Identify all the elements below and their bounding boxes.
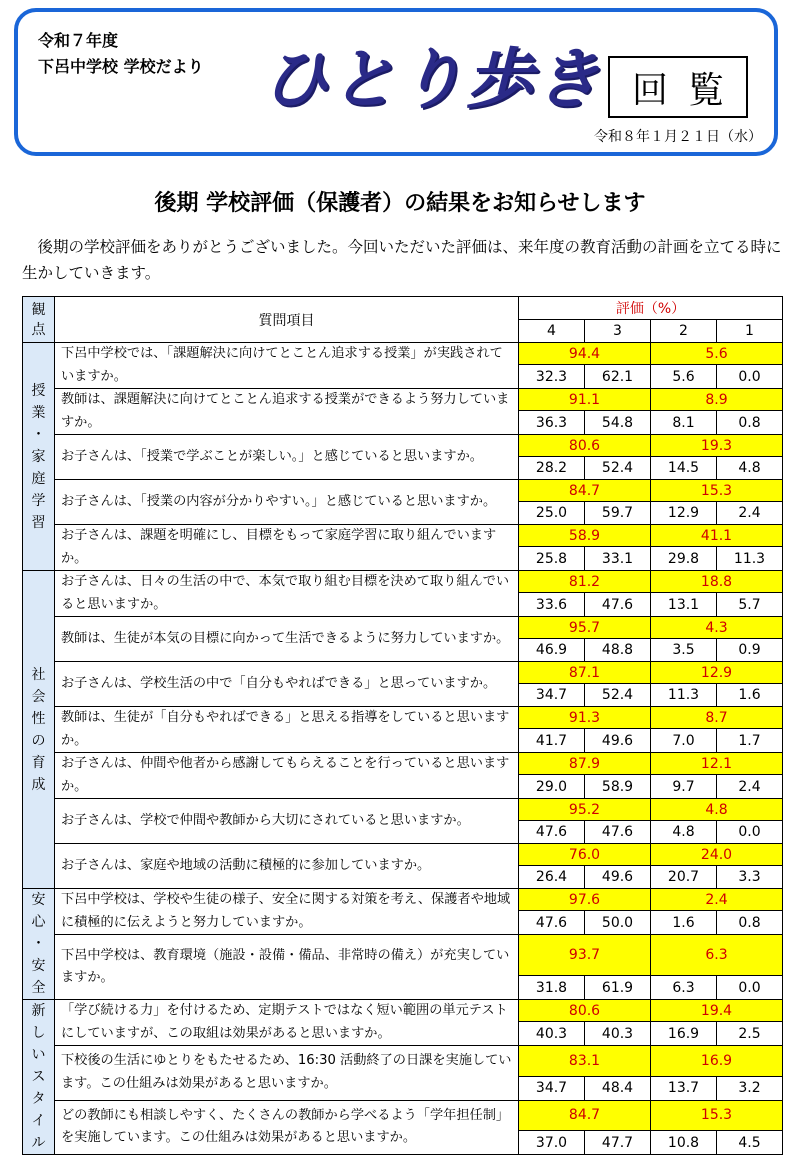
- score-4: 34.7: [519, 684, 585, 707]
- school-name: 下呂中学校 学校だより: [38, 57, 204, 76]
- positive-total: 91.1: [519, 389, 651, 411]
- score-1: 4.8: [717, 457, 783, 480]
- score-3: 62.1: [585, 365, 651, 389]
- score-4: 34.7: [519, 1076, 585, 1100]
- table-row: [23, 1100, 783, 1131]
- positive-total: 80.6: [519, 1000, 651, 1022]
- category-char: 新: [31, 1003, 46, 1019]
- score-2: 6.3: [651, 976, 717, 1000]
- score-2: 12.9: [651, 502, 717, 525]
- negative-total: 12.9: [651, 662, 783, 684]
- score-3: 59.7: [585, 502, 651, 525]
- negative-total: 41.1: [651, 525, 783, 547]
- category-char: 安: [31, 892, 46, 908]
- table-row: [23, 435, 783, 457]
- score-4: 36.3: [519, 411, 585, 435]
- positive-total: 97.6: [519, 889, 651, 911]
- score-4: 28.2: [519, 457, 585, 480]
- question-text: お子さんは、学校生活の中で「自分もやればできる」と思っていますか。: [55, 662, 519, 707]
- negative-total: 15.3: [651, 480, 783, 502]
- score-3: 49.6: [585, 866, 651, 889]
- positive-total: 81.2: [519, 571, 651, 593]
- era-year: 令和７年度: [38, 31, 119, 50]
- positive-total: 76.0: [519, 844, 651, 866]
- negative-total: 5.6: [651, 343, 783, 365]
- category-char: 性: [31, 710, 46, 727]
- score-2: 20.7: [651, 866, 717, 889]
- header-evaluation: 評価（%）: [519, 297, 783, 320]
- positive-total: 58.9: [519, 525, 651, 547]
- category-char: 習: [31, 514, 46, 531]
- circulation-label: 回覧: [631, 69, 744, 111]
- score-4: 32.3: [519, 365, 585, 389]
- category-char: ・: [31, 426, 46, 443]
- category-char: 会: [31, 688, 46, 705]
- score-3: 49.6: [585, 729, 651, 753]
- table-body: [23, 343, 783, 1155]
- table-row: [23, 707, 783, 729]
- positive-total: 87.1: [519, 662, 651, 684]
- negative-total: 6.3: [651, 935, 783, 976]
- newsletter-logo: [262, 32, 602, 126]
- score-1: 5.7: [717, 593, 783, 617]
- category-char: 社: [31, 666, 46, 683]
- score-1: 0.9: [717, 639, 783, 662]
- table-row: [23, 662, 783, 684]
- score-3: 47.7: [585, 1131, 651, 1155]
- negative-total: 18.8: [651, 571, 783, 593]
- circulation-stamp: [608, 56, 748, 118]
- score-4: 41.7: [519, 729, 585, 753]
- question-text: 下呂中学校は、教育環境（施設・設備・備品、非常時の備え）が充実していますか。: [55, 935, 519, 1000]
- category-char: 成: [31, 776, 46, 793]
- table-row: [23, 935, 783, 976]
- table-row: [23, 1046, 783, 1077]
- score-4: 37.0: [519, 1131, 585, 1155]
- score-1: 2.4: [717, 775, 783, 799]
- category-cell: [23, 343, 55, 571]
- category-char: ・: [31, 936, 46, 952]
- score-3: 48.4: [585, 1076, 651, 1100]
- table-row: [23, 343, 783, 365]
- score-1: 2.5: [717, 1022, 783, 1046]
- score-2: 13.1: [651, 593, 717, 617]
- category-char: 育: [31, 754, 46, 771]
- table-row: [23, 571, 783, 593]
- category-char: 学: [31, 492, 46, 509]
- score-3: 40.3: [585, 1022, 651, 1046]
- category-char: し: [31, 1025, 46, 1041]
- question-text: どの教師にも相談しやすく、たくさんの教師から学べるよう「学年担任制」を実施しています。この仕組みは効果があると思いますか。: [55, 1100, 519, 1155]
- score-2: 8.1: [651, 411, 717, 435]
- positive-total: 87.9: [519, 753, 651, 775]
- question-text: お子さんは、学校で仲間や教師から大切にされていると思いますか。: [55, 799, 519, 844]
- question-text: お子さんは、家庭や地域の活動に積極的に参加していますか。: [55, 844, 519, 889]
- score-1: 2.4: [717, 502, 783, 525]
- positive-total: 84.7: [519, 480, 651, 502]
- score-1: 3.2: [717, 1076, 783, 1100]
- negative-total: 19.4: [651, 1000, 783, 1022]
- table-row: [23, 525, 783, 547]
- score-4: 47.6: [519, 911, 585, 935]
- table-row: [23, 753, 783, 775]
- score-4: 40.3: [519, 1022, 585, 1046]
- question-text: 下呂中学校では、「課題解決に向けてとことん追求する授業」が実践されていますか。: [55, 343, 519, 389]
- category-char: 授: [31, 382, 46, 399]
- score-3: 33.1: [585, 547, 651, 571]
- question-text: お子さんは、仲間や他者から感謝してもらえることを行っていると思いますか。: [55, 753, 519, 799]
- negative-total: 8.7: [651, 707, 783, 729]
- header-scale-4: 4: [519, 320, 585, 343]
- category-char: 心: [31, 914, 46, 930]
- table-row: [23, 617, 783, 639]
- table-row: [23, 1000, 783, 1022]
- category-char: い: [31, 1047, 46, 1063]
- score-2: 9.7: [651, 775, 717, 799]
- header-scale-1: 1: [717, 320, 783, 343]
- score-4: 46.9: [519, 639, 585, 662]
- score-3: 48.8: [585, 639, 651, 662]
- category-char: イ: [31, 1113, 46, 1129]
- category-char: の: [31, 732, 46, 749]
- score-3: 50.0: [585, 911, 651, 935]
- score-1: 0.0: [717, 821, 783, 844]
- category-char: 全: [31, 980, 46, 996]
- score-2: 7.0: [651, 729, 717, 753]
- header-viewpoint: [23, 297, 55, 343]
- negative-total: 15.3: [651, 1100, 783, 1131]
- header-scale-2: 2: [651, 320, 717, 343]
- positive-total: 94.4: [519, 343, 651, 365]
- score-1: 0.8: [717, 911, 783, 935]
- score-3: 47.6: [585, 821, 651, 844]
- positive-total: 83.1: [519, 1046, 651, 1077]
- score-2: 1.6: [651, 911, 717, 935]
- category-char: ス: [31, 1069, 46, 1085]
- newsletter-title: ひとり歩き: [262, 40, 602, 118]
- negative-total: 2.4: [651, 889, 783, 911]
- score-1: 1.6: [717, 684, 783, 707]
- positive-total: 84.7: [519, 1100, 651, 1131]
- score-1: 0.0: [717, 365, 783, 389]
- category-char: 庭: [31, 470, 46, 487]
- score-3: 52.4: [585, 457, 651, 480]
- intro-text: 後期の学校評価をありがとうございました。今回いただいた評価は、来年度の教育活動の計画を立てる時に生かしていきます。: [22, 238, 782, 282]
- negative-total: 4.3: [651, 617, 783, 639]
- table-row: [23, 889, 783, 911]
- positive-total: 95.2: [519, 799, 651, 821]
- category-cell: [23, 1000, 55, 1155]
- question-text: 下校後の生活にゆとりをもたせるため、16:30 活動終了の日課を実施しています。この仕組みは効果があると思いますか。: [55, 1046, 519, 1101]
- score-2: 11.3: [651, 684, 717, 707]
- score-3: 58.9: [585, 775, 651, 799]
- score-4: 47.6: [519, 821, 585, 844]
- score-3: 52.4: [585, 684, 651, 707]
- question-text: 「学び続ける力」を付けるため、定期テストではなく短い範囲の単元テストにしていますが、この取組は効果があると思いますか。: [55, 1000, 519, 1046]
- score-2: 10.8: [651, 1131, 717, 1155]
- score-1: 4.5: [717, 1131, 783, 1155]
- positive-total: 93.7: [519, 935, 651, 976]
- score-3: 47.6: [585, 593, 651, 617]
- question-text: 下呂中学校は、学校や生徒の様子、安全に関する対策を考え、保護者や地域に積極的に伝えようと努力していますか。: [55, 889, 519, 935]
- score-1: 11.3: [717, 547, 783, 571]
- positive-total: 91.3: [519, 707, 651, 729]
- score-1: 0.0: [717, 976, 783, 1000]
- negative-total: 8.9: [651, 389, 783, 411]
- issue-date: 令和８年１月２１日（水）: [594, 129, 762, 145]
- positive-total: 95.7: [519, 617, 651, 639]
- score-4: 33.6: [519, 593, 585, 617]
- question-text: 教師は、課題解決に向けてとことん追求する授業ができるよう努力していますか。: [55, 389, 519, 435]
- table-row: [23, 844, 783, 866]
- category-cell: [23, 889, 55, 1000]
- category-char: 業: [31, 404, 46, 421]
- score-1: 0.8: [717, 411, 783, 435]
- header-viewpoint-label: 観点: [31, 301, 46, 338]
- school-info: [38, 28, 204, 80]
- score-1: 1.7: [717, 729, 783, 753]
- category-cell: [23, 571, 55, 889]
- score-4: 25.8: [519, 547, 585, 571]
- negative-total: 4.8: [651, 799, 783, 821]
- question-text: お子さんは、「授業の内容が分かりやすい。」と感じていると思いますか。: [55, 480, 519, 525]
- negative-total: 16.9: [651, 1046, 783, 1077]
- score-2: 4.8: [651, 821, 717, 844]
- category-char: 家: [31, 448, 46, 465]
- score-1: 3.3: [717, 866, 783, 889]
- question-text: お子さんは、課題を明確にし、目標をもって家庭学習に取り組んでいますか。: [55, 525, 519, 571]
- score-4: 26.4: [519, 866, 585, 889]
- question-text: お子さんは、日々の生活の中で、本気で取り組む目標を決めて取り組んでいると思いますか。: [55, 571, 519, 617]
- category-char: タ: [31, 1091, 46, 1107]
- question-text: お子さんは、「授業で学ぶことが楽しい。」と感じていると思いますか。: [55, 435, 519, 480]
- page-title: 後期 学校評価（保護者）の結果をお知らせします: [154, 191, 646, 216]
- category-char: 安: [31, 958, 46, 974]
- question-text: 教師は、生徒が「自分もやればできる」と思える指導をしていると思いますか。: [55, 707, 519, 753]
- score-2: 29.8: [651, 547, 717, 571]
- score-3: 54.8: [585, 411, 651, 435]
- header-question: 質問項目: [55, 297, 519, 343]
- negative-total: 24.0: [651, 844, 783, 866]
- score-2: 16.9: [651, 1022, 717, 1046]
- score-3: 61.9: [585, 976, 651, 1000]
- table-row: [23, 799, 783, 821]
- evaluation-table: [22, 296, 783, 1155]
- table-row: [23, 480, 783, 502]
- question-text: 教師は、生徒が本気の目標に向かって生活できるように努力していますか。: [55, 617, 519, 662]
- score-4: 31.8: [519, 976, 585, 1000]
- score-2: 13.7: [651, 1076, 717, 1100]
- score-4: 25.0: [519, 502, 585, 525]
- score-2: 14.5: [651, 457, 717, 480]
- table-row: [23, 389, 783, 411]
- negative-total: 19.3: [651, 435, 783, 457]
- positive-total: 80.6: [519, 435, 651, 457]
- category-char: ル: [31, 1135, 46, 1151]
- header-scale-3: 3: [585, 320, 651, 343]
- score-2: 5.6: [651, 365, 717, 389]
- score-2: 3.5: [651, 639, 717, 662]
- score-4: 29.0: [519, 775, 585, 799]
- negative-total: 12.1: [651, 753, 783, 775]
